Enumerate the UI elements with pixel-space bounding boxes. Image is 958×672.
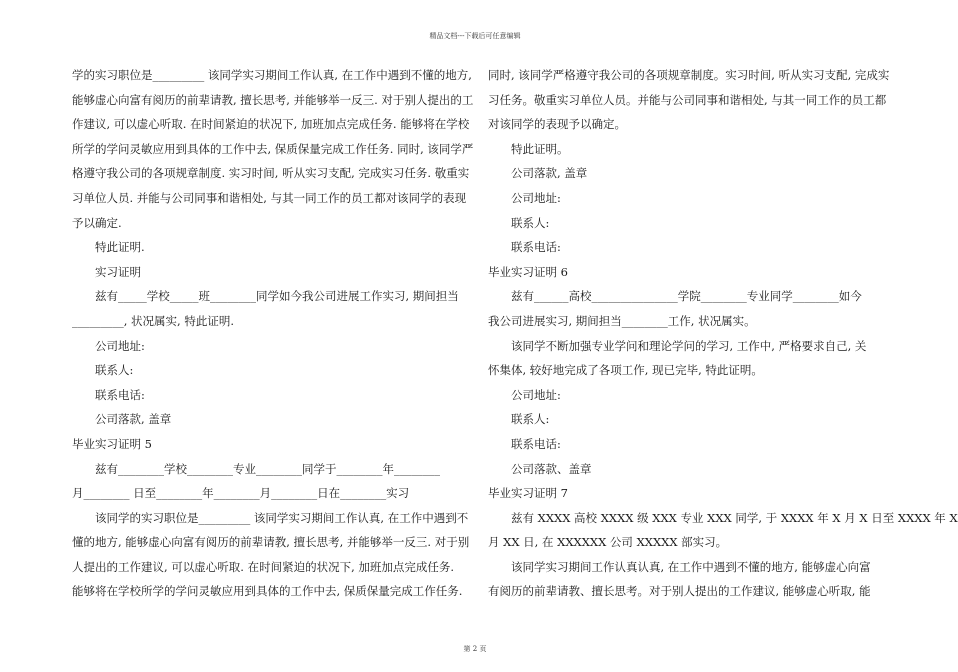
- text-line: 联系人:: [511, 215, 550, 230]
- text-line: 懂的地方, 能够虚心向富有阅历的前辈请教, 擅长思考, 并能够举一反三. 对于别: [72, 535, 470, 550]
- text-line: 兹有 XXXX 高校 XXXX 级 XXX 专业 XXX 同学, 于 XXXX 年 X 月 X 日至 XXXX 年 X: [511, 510, 958, 525]
- text-line: 联系人:: [511, 412, 550, 427]
- text-line: 习任务。敬重实习单位人员。并能与公司同事和谐相处, 与其一同工作的员工都: [488, 92, 887, 107]
- page-header: 精品文档---下载后可任意编辑: [429, 32, 521, 40]
- text-line: 我公司进展实习, 期间担当________工作, 状况属实。: [488, 313, 756, 328]
- text-line: 兹有_____学校_____班________同学如今我公司进展工作实习, 期间担当: [95, 289, 459, 304]
- text-line: 联系电话:: [511, 240, 561, 255]
- text-line: 毕业实习证明 7: [488, 486, 568, 501]
- text-line: 毕业实习证明 6: [488, 264, 568, 279]
- text-line: 月________ 日至________年________月________日在________实习: [72, 486, 410, 501]
- text-line: 特此证明.: [95, 240, 145, 255]
- text-line: 该同学不断加强专业学问和理论学问的学习, 工作中, 严格要求自己, 关: [511, 338, 867, 353]
- text-line: 学的实习职位是_________ 该同学实习期间工作认真, 在工作中遇到不懂的地方,: [72, 68, 472, 82]
- text-line: 联系电话:: [95, 387, 145, 402]
- text-line: 予以确定.: [72, 215, 122, 230]
- text-line: 联系人:: [95, 363, 134, 378]
- text-line: 该同学实习期间工作认真认真, 在工作中遇到不懂的地方, 能够虚心向富: [511, 559, 871, 574]
- text-line: 特此证明。: [511, 141, 569, 156]
- text-line: 月 XX 日, 在 XXXXXX 公司 XXXXX 部实习。: [488, 535, 728, 550]
- text-line: 公司地址:: [511, 387, 561, 402]
- text-line: 公司落款, 盖章: [95, 412, 172, 427]
- page-number: 第 2 页: [463, 645, 487, 653]
- left-column: [72, 63, 474, 604]
- text-line: 格遵守我公司的各项规章制度. 实习时间, 听从实习支配, 完成实习任务. 敬重实: [72, 166, 470, 181]
- text-line: 公司地址:: [95, 338, 145, 353]
- text-line: 有阅历的前辈请教、擅长思考。对于别人提出的工作建议, 能够虚心听取, 能: [488, 584, 871, 599]
- text-line: 人提出的工作建议, 可以虚心听取. 在时间紧迫的状况下, 加班加点完成任务.: [72, 559, 455, 574]
- text-line: 联系电话:: [511, 436, 561, 451]
- text-line: 习单位人员. 并能与公司同事和谐相处, 与其一同工作的员工都对该同学的表现: [72, 190, 467, 205]
- text-line: 能够将在学校所学的学问灵敏应用到具体的工作中去, 保质保量完成工作任务.: [72, 584, 463, 599]
- text-line: 所学的学问灵敏应用到具体的工作中去, 保质保量完成工作任务. 同时, 该同学严: [72, 141, 474, 156]
- text-line: _________, 状况属实, 特此证明.: [72, 313, 235, 328]
- text-line: 公司落款, 盖章: [511, 166, 588, 181]
- text-line: 实习证明: [95, 264, 141, 279]
- text-line: 能够虚心向富有阅历的前辈请教, 擅长思考, 并能够举一反三. 对于别人提出的工: [72, 92, 474, 107]
- text-line: 该同学的实习职位是_________ 该同学实习期间工作认真, 在工作中遇到不: [95, 510, 469, 525]
- text-line: 公司落款、盖章: [511, 461, 592, 476]
- text-line: 兹有________学校________专业________同学于________年________: [95, 461, 440, 476]
- right-column: [488, 63, 958, 604]
- text-line: 对该同学的表现予以确定。: [488, 117, 626, 132]
- text-line: 毕业实习证明 5: [72, 436, 152, 451]
- text-line: 同时, 该同学严格遵守我公司的各项规章制度。实习时间, 听从实习支配, 完成实: [488, 68, 890, 82]
- text-line: 兹有______高校_______________学院________专业同学________如今: [511, 289, 862, 304]
- text-line: 公司地址:: [511, 190, 561, 205]
- text-line: 怀集体, 较好地完成了各项工作, 现已完毕, 特此证明。: [488, 363, 763, 378]
- text-line: 作建议, 可以虚心听取. 在时间紧迫的状况下, 加班加点完成任务. 能够将在学校: [72, 117, 470, 132]
